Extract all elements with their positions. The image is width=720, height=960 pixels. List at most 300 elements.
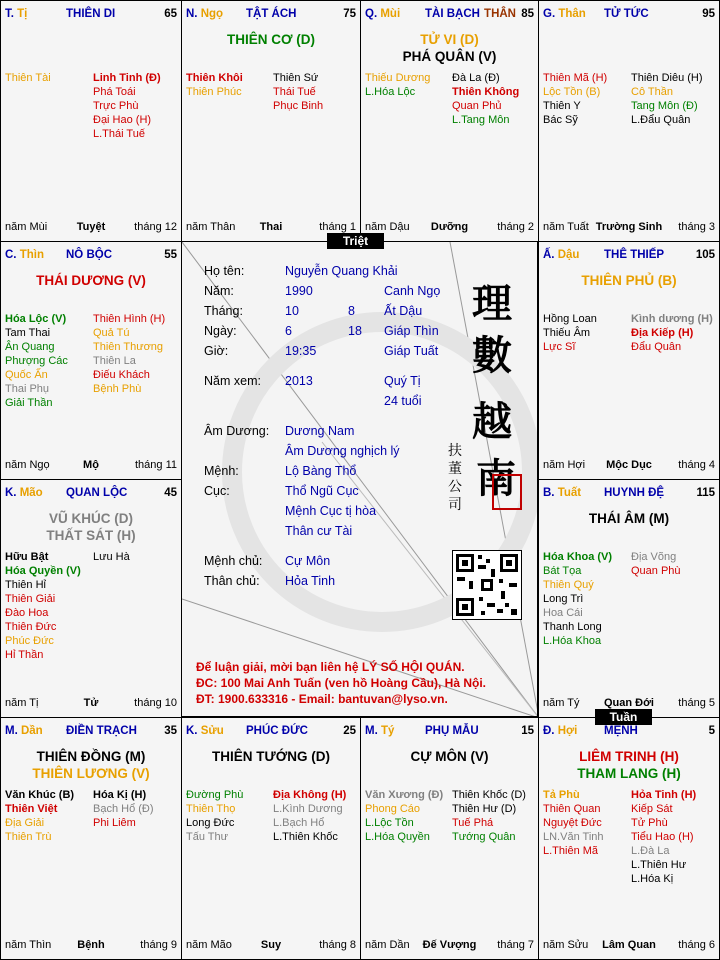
palace-branch: Mùi — [380, 8, 401, 20]
palace-month: tháng 4 — [678, 459, 715, 471]
bad-stars-column — [631, 550, 681, 578]
palace-position — [5, 487, 43, 499]
palace-number: 55 — [164, 249, 177, 261]
minor-star: Đại Hao (H) — [93, 114, 152, 126]
palace-name: QUAN LỘC — [66, 487, 128, 499]
palace-position — [186, 8, 223, 20]
minor-star: L.Bạch Hổ — [273, 817, 325, 829]
palace-header — [1, 8, 181, 24]
small-char: 公 — [448, 479, 462, 495]
palace-number: 105 — [695, 249, 715, 261]
small-char: 扶 — [448, 443, 462, 459]
main-stars — [1, 510, 181, 544]
palace-footer — [361, 939, 538, 953]
day-value: 6 — [285, 324, 292, 338]
palace-name: THIÊN DI — [66, 8, 116, 20]
footer-phone-email-line[interactable]: ĐT: 1900.633316 - Email: bantuvan@lyso.vn. — [196, 692, 448, 706]
palace-footer — [1, 939, 181, 953]
palace-header — [539, 487, 719, 503]
bad-stars-column — [273, 71, 323, 113]
palace-stem: M. — [365, 725, 378, 737]
palace-year: năm Hợi — [543, 459, 586, 471]
minor-star: Đào Hoa — [5, 607, 49, 619]
minor-star: Nguyệt Đức — [543, 817, 602, 829]
minor-star: Thiên Hỉ — [5, 579, 46, 591]
bad-stars-column — [631, 312, 713, 354]
palace-header — [539, 725, 719, 741]
palace-header — [1, 725, 181, 741]
minor-star: Thiên Khôi — [186, 72, 243, 84]
tuan-marker: Tuần — [595, 709, 652, 725]
main-star: LIÊM TRINH (H) — [579, 749, 679, 764]
palace-cell[interactable] — [360, 0, 539, 242]
minor-star: Thiên Việt — [5, 803, 58, 815]
minor-star: Thiên Thương — [93, 341, 164, 353]
palace-position — [365, 8, 400, 20]
palace-number: 35 — [164, 725, 177, 737]
minor-star: Thiên Phúc — [186, 86, 242, 98]
year-canchi: Canh Ngọ — [384, 284, 441, 298]
palace-header — [182, 725, 360, 741]
minor-star: Thiên Hư (D) — [452, 803, 517, 815]
palace-footer — [1, 459, 181, 473]
palace-name: PHỤ MẪU — [425, 725, 479, 737]
palace-month: tháng 8 — [319, 939, 356, 951]
minor-star: Lưu Hà — [93, 551, 130, 563]
minor-star: Phong Cáo — [365, 803, 421, 815]
palace-number: 115 — [696, 487, 715, 499]
month-lunar: 8 — [348, 304, 355, 318]
palace-year: năm Tý — [543, 697, 580, 709]
minor-star: Tuế Phá — [452, 817, 494, 829]
good-stars-column — [5, 550, 81, 662]
main-star: THIÊN TƯỚNG (D) — [212, 749, 330, 764]
minor-star: Tướng Quân — [452, 831, 516, 843]
minor-star: Phúc Đức — [5, 635, 54, 647]
minor-star: Quan Phủ — [452, 100, 502, 112]
view-year-canchi: Quý Tị — [384, 374, 421, 388]
palace-footer — [361, 221, 538, 235]
minor-star: Bệnh Phù — [93, 383, 142, 395]
palace-term: Lâm Quan — [602, 939, 656, 951]
minor-star: L.Thiên Hư — [631, 859, 687, 871]
minor-star: L.Thái Tuế — [93, 128, 145, 140]
minor-star: Thiên Không — [452, 86, 520, 98]
good-stars-column — [5, 71, 51, 85]
minor-star: Đường Phù — [186, 789, 244, 801]
minor-star: Thiên Y — [543, 100, 581, 112]
bad-stars-column — [93, 550, 130, 564]
thanchu-value: Hỏa Tinh — [285, 574, 336, 588]
palace-term: Mộc Dục — [606, 459, 652, 471]
hour-label: Giờ: — [204, 344, 229, 358]
seal-char-3: 越 — [472, 398, 512, 445]
minor-star: L.Thiên Khốc — [273, 831, 338, 843]
menh-label: Mệnh: — [204, 464, 239, 478]
name-value: Nguyễn Quang Khải — [285, 264, 398, 278]
than-marker: THÂN — [484, 8, 516, 20]
palace-stem: M. — [5, 725, 18, 737]
palace-term: Mộ — [83, 459, 99, 471]
palace-year: năm Thìn — [5, 939, 52, 951]
minor-star: Thiếu Âm — [543, 327, 591, 339]
minor-star: Giải Thần — [5, 397, 53, 409]
palace-header — [1, 249, 181, 265]
minor-star: Phượng Các — [5, 355, 68, 367]
age-value: 24 tuổi — [384, 394, 422, 408]
palace-month: tháng 12 — [134, 221, 177, 233]
minor-star: Thiếu Dương — [365, 72, 431, 84]
thanchu-label: Thân chủ: — [204, 574, 260, 588]
minor-star: L.Hóa Lộc — [365, 86, 416, 98]
palace-stem: Đ. — [543, 725, 555, 737]
good-stars-column — [5, 312, 68, 410]
palace-year: năm Dậu — [365, 221, 410, 233]
triet-marker: Triệt — [327, 233, 384, 249]
minor-star: Thai Phụ — [5, 383, 50, 395]
minor-star: Hóa Quyền (V) — [5, 565, 81, 577]
palace-month: tháng 11 — [134, 459, 177, 471]
palace-month: tháng 9 — [140, 939, 177, 951]
palace-stem: G. — [543, 8, 556, 20]
bad-stars-column — [631, 71, 703, 127]
palace-footer — [539, 221, 719, 235]
minor-star: Bát Tọa — [543, 565, 582, 577]
palace-year: năm Sửu — [543, 939, 589, 951]
good-stars-column — [5, 788, 74, 844]
palace-branch: Tị — [17, 8, 28, 20]
amduong-note: Âm Dương nghịch lý — [285, 444, 400, 458]
minor-star: Tấu Thư — [186, 831, 229, 843]
palace-cell[interactable] — [0, 717, 182, 960]
main-star: PHÁ QUÂN (V) — [402, 49, 497, 64]
minor-star: Thiên Diêu (H) — [631, 72, 703, 84]
palace-year: năm Tị — [5, 697, 39, 709]
minor-star: Thiên Đức — [5, 621, 57, 633]
small-seal-text — [448, 442, 466, 514]
palace-branch: Tuất — [557, 487, 582, 499]
palace-cell[interactable] — [538, 241, 720, 480]
month-label: Tháng: — [204, 304, 243, 318]
minor-star: Văn Khúc (B) — [5, 789, 75, 801]
bad-stars-column — [631, 788, 696, 886]
minor-star: Văn Xương (Đ) — [365, 789, 444, 801]
minor-star: Thiên Giải — [5, 593, 56, 605]
palace-footer — [539, 939, 719, 953]
palace-year: năm Ngọ — [5, 459, 50, 471]
palace-cell[interactable] — [0, 0, 182, 242]
palace-cell[interactable] — [181, 717, 361, 960]
minor-star: Ân Quang — [5, 341, 55, 353]
minor-star: L.Hóa Khoa — [543, 635, 602, 647]
good-stars-column — [365, 71, 430, 99]
year-label: Năm: — [204, 284, 234, 298]
month-value: 10 — [285, 304, 299, 318]
palace-month: tháng 1 — [319, 221, 356, 233]
palace-name: ĐIỀN TRẠCH — [66, 725, 137, 737]
palace-name: HUYNH ĐỆ — [604, 487, 665, 499]
minor-star: Thiên Quý — [543, 579, 594, 591]
palace-stem: Q. — [365, 8, 378, 20]
palace-stem: T. — [5, 8, 14, 20]
minor-star: Địa Không (H) — [273, 789, 347, 801]
palace-year: năm Tuất — [543, 221, 589, 233]
menhchu-value: Cự Môn — [285, 554, 331, 568]
palace-number: 15 — [521, 725, 534, 737]
center-info-panel — [181, 241, 538, 717]
palace-branch: Ngọ — [200, 8, 224, 20]
bad-stars-column — [273, 788, 346, 844]
minor-star: Thanh Long — [543, 621, 602, 633]
palace-name: MỆNH — [604, 725, 638, 737]
good-stars-column — [543, 71, 607, 127]
minor-star: Thiên Trù — [5, 831, 52, 843]
minor-star: Thiên Khốc (D) — [452, 789, 526, 801]
minor-star: Đà La (Đ) — [452, 72, 500, 84]
bad-stars-column — [93, 788, 154, 830]
palace-branch: Thân — [558, 8, 586, 20]
minor-star: Thiên La — [93, 355, 136, 367]
month-canchi: Ất Dậu — [384, 304, 423, 318]
palace-month: tháng 7 — [497, 939, 534, 951]
palace-position — [543, 8, 586, 20]
minor-star: Lộc Tồn (B) — [543, 86, 601, 98]
main-star: THIÊN LƯƠNG (V) — [32, 766, 150, 781]
palace-cell[interactable] — [538, 479, 720, 718]
seal-char-4: 南 — [476, 455, 516, 502]
minor-star: Thái Tuế — [273, 86, 316, 98]
palace-header — [361, 8, 538, 24]
main-stars — [361, 748, 538, 765]
bad-stars-column — [452, 788, 526, 844]
palace-stem: N. — [186, 8, 198, 20]
main-star: THÁI ÂM (M) — [588, 511, 670, 526]
palace-branch: Sửu — [200, 725, 224, 737]
palace-month: tháng 3 — [678, 221, 715, 233]
main-stars — [182, 748, 360, 765]
minor-star: Địa Giải — [5, 817, 45, 829]
menh-value: Lộ Bàng Thổ — [285, 464, 357, 478]
minor-star: L.Thiên Mã — [543, 845, 599, 857]
small-char: 董 — [448, 461, 462, 477]
main-stars — [539, 510, 719, 527]
minor-star: Quan Phù — [631, 565, 681, 577]
minor-star: Thiên Quan — [543, 803, 601, 815]
palace-name: TẬT ÁCH — [246, 8, 297, 20]
good-stars-column — [543, 788, 604, 858]
palace-name: PHÚC ĐỨC — [246, 725, 308, 737]
palace-month: tháng 5 — [678, 697, 715, 709]
year-value: 1990 — [285, 284, 313, 298]
palace-name: NÔ BỘC — [66, 249, 112, 261]
palace-cell[interactable] — [0, 479, 182, 718]
minor-star: Hóa Kị (H) — [93, 789, 147, 801]
main-star: THIÊN ĐỒNG (M) — [36, 749, 146, 764]
palace-term: Suy — [260, 939, 282, 951]
palace-term: Bệnh — [77, 939, 105, 951]
qr-code-icon[interactable] — [452, 550, 522, 620]
minor-star: Lực Sĩ — [543, 341, 576, 353]
minor-star: Tả Phù — [543, 789, 580, 801]
minor-star: Hoa Cái — [543, 607, 583, 619]
palace-header — [539, 249, 719, 265]
minor-star: L.Đà La — [631, 845, 670, 857]
palace-number: 45 — [164, 487, 177, 499]
day-canchi: Giáp Thìn — [384, 324, 439, 338]
view-year-label: Năm xem: — [204, 374, 261, 388]
minor-star: Kình dương (H) — [631, 313, 713, 325]
main-stars — [539, 272, 719, 289]
palace-year: năm Mão — [186, 939, 232, 951]
minor-star: Hỏa Tinh (H) — [631, 789, 697, 801]
cuc-relation: Mệnh Cục tị hòa — [285, 504, 377, 518]
palace-number: 95 — [702, 8, 715, 20]
bad-stars-column — [452, 71, 519, 127]
palace-position — [186, 725, 224, 737]
footer-contact-line: Để luận giải, mời bạn liên hệ LÝ SỐ HỘI QUÁN. — [196, 660, 465, 674]
main-star: THÁI DƯƠNG (V) — [36, 273, 146, 288]
palace-footer — [1, 697, 181, 711]
palace-position — [365, 725, 394, 737]
amduong-label: Âm Dương: — [204, 424, 270, 438]
minor-star: Thiên Thọ — [186, 803, 236, 815]
main-stars — [182, 31, 360, 48]
minor-star: Hóa Lộc (V) — [5, 313, 67, 325]
small-char: 司 — [448, 497, 462, 513]
minor-star: Thiên Hình (H) — [93, 313, 166, 325]
minor-star: Địa Võng — [631, 551, 677, 563]
palace-term: Đế Vượng — [422, 939, 477, 951]
minor-star: L.Kình Dương — [273, 803, 343, 815]
palace-branch: Tý — [380, 725, 395, 737]
hour-value: 19:35 — [285, 344, 317, 358]
palace-term: Thai — [259, 221, 283, 233]
palace-branch: Hợi — [557, 725, 578, 737]
palace-month: tháng 2 — [497, 221, 534, 233]
palace-name: TỬ TỨC — [604, 8, 649, 20]
main-star: THIÊN CƠ (D) — [226, 32, 315, 47]
amduong-value: Dương Nam — [285, 424, 355, 438]
palace-year: năm Thân — [186, 221, 236, 233]
good-stars-column — [365, 788, 443, 844]
minor-star: L.Đẩu Quân — [631, 114, 691, 126]
palace-position — [5, 725, 43, 737]
minor-star: Phá Toái — [93, 86, 136, 98]
main-star: VŨ KHÚC (D) — [49, 511, 133, 526]
minor-star: Quả Tú — [93, 327, 130, 339]
minor-star: Tam Thai — [5, 327, 51, 339]
main-stars — [361, 31, 538, 65]
palace-branch: Dần — [20, 725, 43, 737]
than-position: Thân cư Tài — [285, 524, 353, 538]
palace-position — [5, 8, 27, 20]
minor-star: L.Hóa Kị — [631, 873, 674, 885]
minor-star: LN.Văn Tinh — [543, 831, 604, 843]
bad-stars-column — [93, 312, 165, 396]
palace-branch: Mão — [19, 487, 43, 499]
palace-name: THÊ THIẾP — [604, 249, 665, 261]
palace-month: tháng 10 — [134, 697, 177, 709]
main-stars — [1, 272, 181, 289]
seal-char-2: 數 — [472, 332, 512, 379]
palace-stem: K. — [5, 487, 17, 499]
main-star: THAM LANG (H) — [577, 766, 681, 781]
minor-star: Điếu Khách — [93, 369, 150, 381]
good-stars-column — [543, 550, 612, 648]
palace-position — [543, 249, 579, 261]
palace-cell[interactable] — [538, 717, 720, 960]
palace-header — [182, 8, 360, 24]
minor-star: L.Tang Môn — [452, 114, 510, 126]
palace-term: Tử — [83, 697, 99, 709]
palace-branch: Dậu — [557, 249, 580, 261]
minor-star: L.Lộc Tồn — [365, 817, 414, 829]
minor-star: Hóa Khoa (V) — [543, 551, 613, 563]
main-star: TỬ VI (D) — [420, 32, 479, 47]
view-year-value: 2013 — [285, 374, 313, 388]
palace-header — [539, 8, 719, 24]
main-star: THẤT SÁT (H) — [46, 528, 136, 543]
day-label: Ngày: — [204, 324, 237, 338]
palace-number: 85 — [521, 8, 534, 20]
minor-star: Cô Thần — [631, 86, 673, 98]
palace-month: tháng 6 — [678, 939, 715, 951]
palace-position — [543, 487, 581, 499]
minor-star: Thiên Mã (H) — [543, 72, 608, 84]
red-stamp-icon — [492, 474, 522, 510]
minor-star: Long Trì — [543, 593, 584, 605]
minor-star: Linh Tinh (Đ) — [93, 72, 161, 84]
minor-star: Thiên Tài — [5, 72, 51, 84]
palace-number: 5 — [708, 725, 715, 737]
minor-star: Long Đức — [186, 817, 235, 829]
palace-year: năm Dần — [365, 939, 410, 951]
cuc-value: Thổ Ngũ Cục — [285, 484, 359, 498]
minor-star: L.Hóa Quyền — [365, 831, 430, 843]
palace-cell[interactable] — [181, 0, 361, 242]
minor-star: Bạch Hổ (Đ) — [93, 803, 154, 815]
palace-term: Quan Đới — [604, 697, 654, 709]
palace-year: năm Mùi — [5, 221, 48, 233]
minor-star: Bác Sỹ — [543, 114, 578, 126]
palace-position — [5, 249, 44, 261]
palace-stem: C. — [5, 249, 17, 261]
minor-star: Địa Kiếp (H) — [631, 327, 694, 339]
good-stars-column — [543, 312, 597, 354]
palace-cell[interactable] — [360, 717, 539, 960]
main-star: THIÊN PHỦ (B) — [581, 273, 677, 288]
minor-star: Quốc Ấn — [5, 369, 48, 381]
palace-number: 65 — [164, 8, 177, 20]
palace-footer — [539, 459, 719, 473]
minor-star: Thiên Sứ — [273, 72, 319, 84]
palace-number: 75 — [343, 8, 356, 20]
footer-address-line: ĐC: 100 Mai Anh Tuấn (ven hồ Hoàng Cầu), Hà Nội. — [196, 676, 487, 690]
minor-star: Tang Môn (Đ) — [631, 100, 698, 112]
minor-star: Tử Phù — [631, 817, 668, 829]
palace-footer — [1, 221, 181, 235]
good-stars-column — [186, 788, 243, 844]
minor-star: Hỉ Thần — [5, 649, 44, 661]
seal-char-1: 理 — [472, 280, 512, 327]
palace-term: Trường Sinh — [595, 221, 663, 233]
palace-cell[interactable] — [538, 0, 720, 242]
minor-star: Phục Binh — [273, 100, 324, 112]
palace-stem: B. — [543, 487, 555, 499]
main-stars — [539, 748, 719, 782]
palace-position — [543, 725, 577, 737]
palace-cell[interactable] — [0, 241, 182, 480]
